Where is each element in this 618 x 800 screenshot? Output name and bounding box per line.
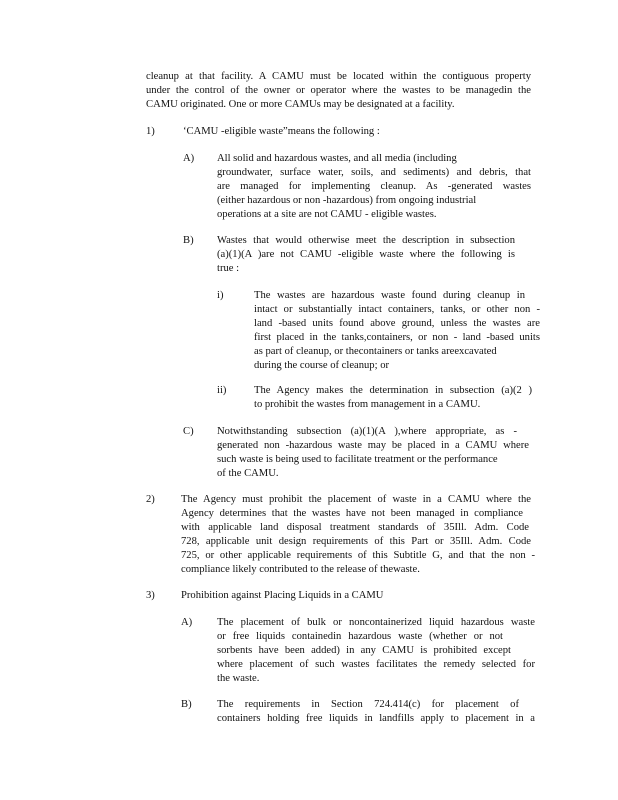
item-1b-line-2: (a)(1)(A )are not CAMU -eligible waste where the following is — [217, 249, 515, 260]
item-2-line-1: The Agency must prohibit the placement of waste in a CAMU where the — [181, 494, 531, 505]
intro-line-3: CAMU originated. One or more CAMUs may be designated at a facility. — [146, 99, 455, 110]
item-3a-line-4: where placement of such wastes facilitates the remedy selected for — [217, 659, 535, 670]
item-1a-line-3: are managed for implementing cleanup. As -generated wastes — [217, 181, 531, 192]
item-3b-line-2: containers holding free liquids in landfills apply to placement in a — [217, 713, 535, 724]
item-1c-line-2: generated non -hazardous waste may be placed in a CAMU where — [217, 440, 529, 451]
item-1b-ii-label: ii) — [217, 385, 227, 396]
item-1a-line-2: groundwater, surface water, soils, and sediments) and debris, that — [217, 167, 531, 178]
item-2-line-2: Agency determines that the wastes have not been managed in compliance — [181, 508, 523, 519]
item-1b-ii-line-2: to prohibit the wastes from management in a CAMU. — [254, 399, 481, 410]
item-2-line-6: compliance likely contributed to the release of thewaste. — [181, 564, 420, 575]
item-1b-i-line-2: intact or substantially intact containers, tanks, or other non - — [254, 304, 540, 315]
item-1b-line-3: true : — [217, 263, 240, 274]
item-3-heading: Prohibition against Placing Liquids in a CAMU — [181, 590, 384, 601]
item-3a-line-5: the waste. — [217, 673, 260, 684]
item-1c-line-4: of the CAMU. — [217, 468, 279, 479]
item-1c-line-3: such waste is being used to facilitate treatment or the performance — [217, 454, 498, 465]
item-1b-i-label: i) — [217, 290, 224, 301]
item-3a-line-1: The placement of bulk or noncontainerized liquid hazardous waste — [217, 617, 535, 628]
item-1a-line-4: (either hazardous or non -hazardous) from ongoing industrial — [217, 195, 477, 206]
item-2-line-4: 728, applicable unit design requirements of this Part or 35Ill. Adm. Code — [181, 536, 531, 547]
item-1-heading: ‘CAMU -eligible waste”means the following : — [183, 126, 380, 137]
item-1c-line-1: Notwithstanding subsection (a)(1)(A ),where appropriate, as - — [217, 426, 517, 437]
item-1b-line-1: Wastes that would otherwise meet the description in subsection — [217, 235, 515, 246]
item-1a-line-1: All solid and hazardous wastes, and all media (including — [217, 153, 457, 164]
item-1b-i-line-6: during the course of cleanup; or — [254, 360, 390, 371]
item-2-line-5: 725, or other applicable requirements of this Subtitle G, and that the non - — [181, 550, 535, 561]
item-1a-line-5: operations at a site are not CAMU - eligible wastes. — [217, 209, 437, 220]
item-2-number: 2) — [146, 494, 155, 505]
item-1b-label: B) — [183, 235, 194, 246]
item-1b-i-line-3: land -based units found above ground, unless the wastes are — [254, 318, 540, 329]
item-3b-label: B) — [181, 699, 192, 710]
item-1b-i-line-5: as part of cleanup, or thecontainers or tanks areexcavated — [254, 346, 497, 357]
item-1a-label: A) — [183, 153, 195, 164]
intro-line-2: under the control of the owner or operator where the wastes to be managedin the — [146, 85, 531, 96]
item-1b-i-line-4: first placed in the tanks,containers, or non - land -based units — [254, 332, 540, 343]
item-3a-line-3: sorbents have been added) in any CAMU is prohibited except — [217, 645, 511, 656]
item-3a-label: A) — [181, 617, 193, 628]
item-3b-line-1: The requirements in Section 724.414(c) for placement of — [217, 699, 519, 710]
item-1b-ii-line-1: The Agency makes the determination in subsection (a)(2 ) — [254, 385, 532, 396]
item-1b-i-line-1: The wastes are hazardous waste found during cleanup in — [254, 290, 525, 301]
item-2-line-3: with applicable land disposal treatment standards of 35Ill. Adm. Code — [181, 522, 529, 533]
item-3a-line-2: or free liquids containedin hazardous waste (whether or not — [217, 631, 503, 642]
item-3-number: 3) — [146, 590, 155, 601]
item-1-number: 1) — [146, 126, 155, 137]
item-1c-label: C) — [183, 426, 194, 437]
intro-line-1: cleanup at that facility. A CAMU must be located within the contiguous property — [146, 71, 531, 82]
